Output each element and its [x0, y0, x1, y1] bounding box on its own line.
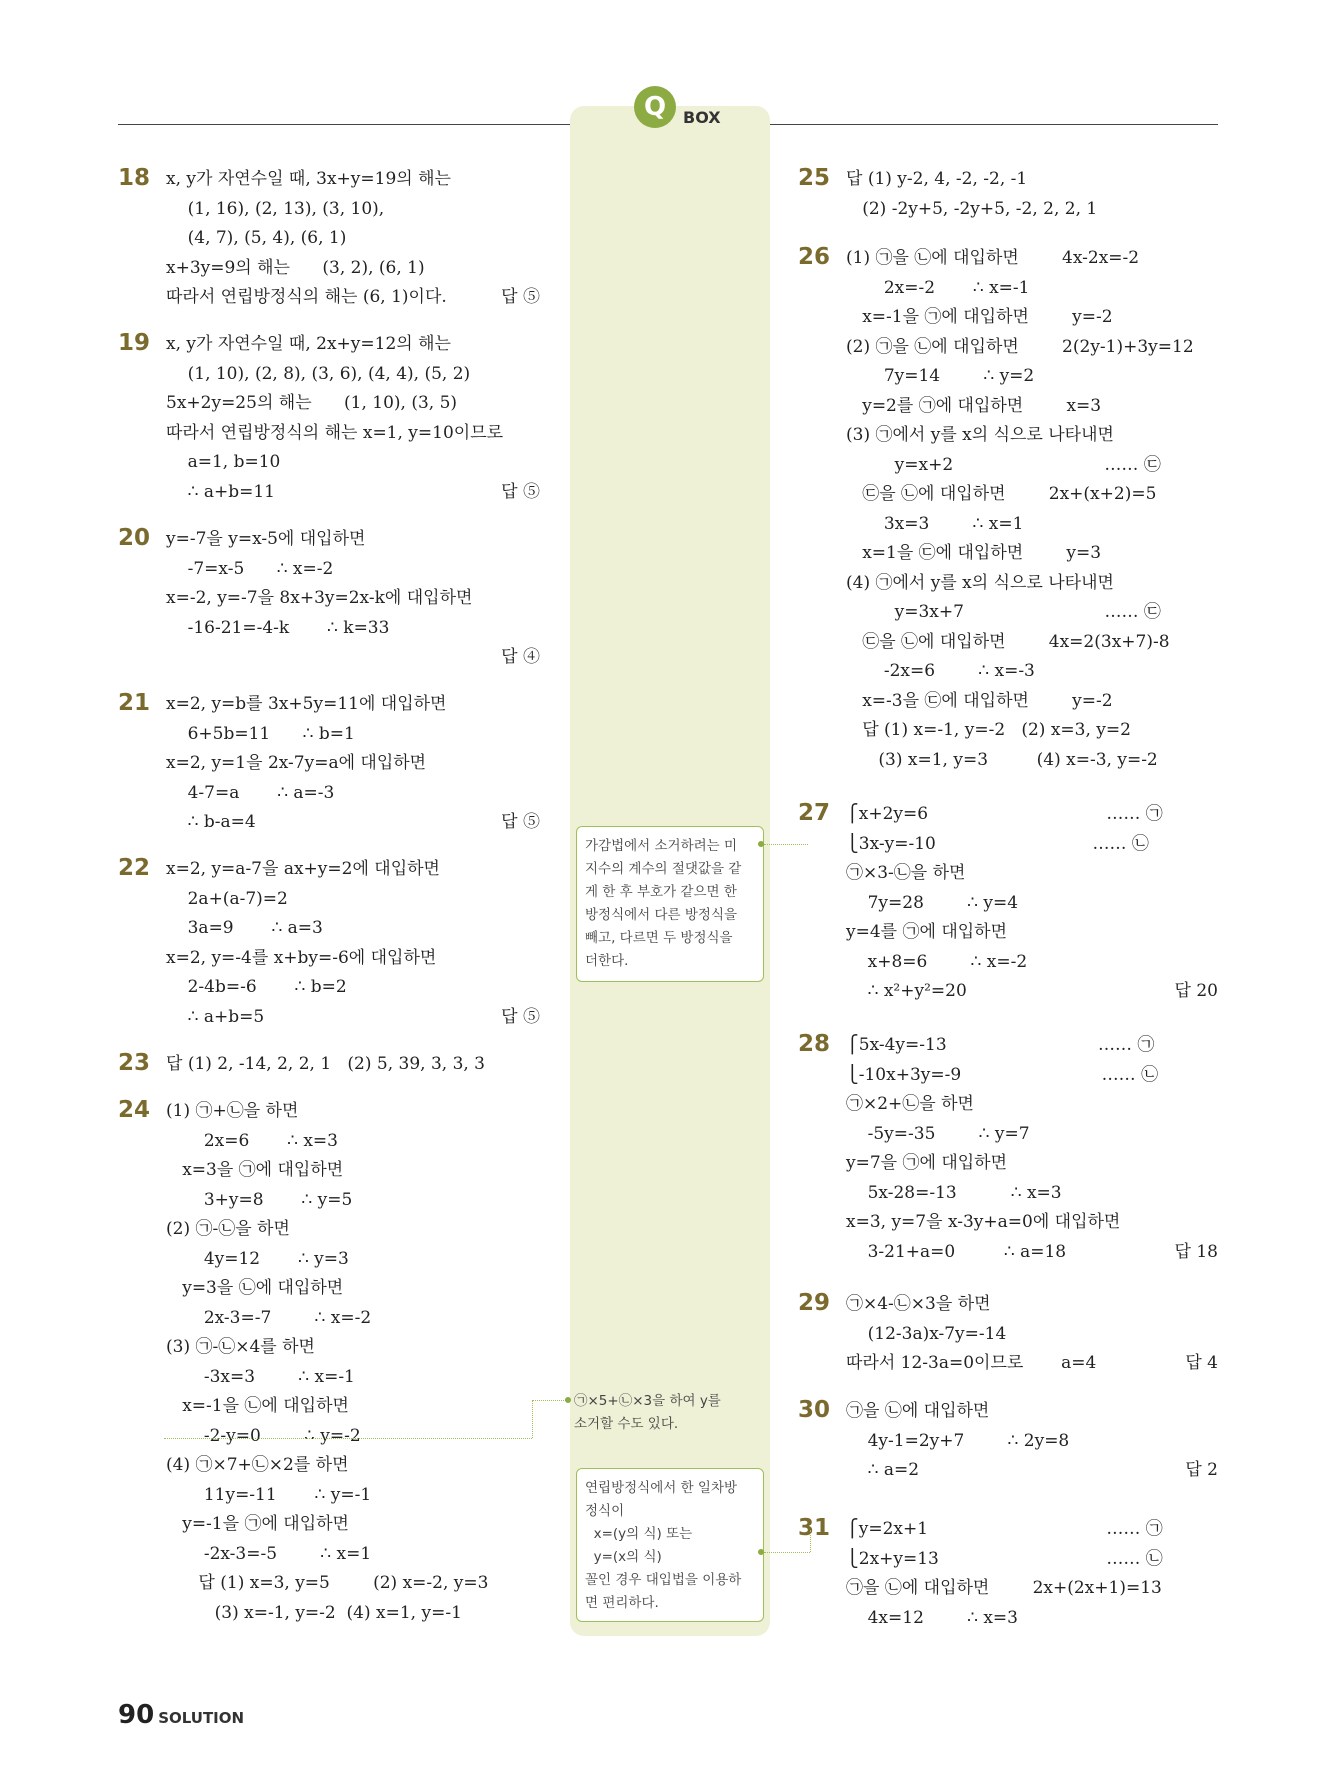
solution-line: (4, 7), (5, 4), (6, 1): [166, 228, 347, 248]
problem-number: 24: [118, 1097, 151, 1123]
solution-line: y=-7을 y=x-5에 대입하면: [166, 529, 366, 549]
problem-27: [798, 800, 1218, 1007]
solution-line: x=-1을 ㉡에 대입하면: [166, 1396, 349, 1416]
solution-line: 4x=12 ∴ x=3: [846, 1607, 1018, 1628]
solution-line: 2a+(a-7)=2: [166, 888, 288, 909]
solution-line: ㉢을 ㉡에 대입하면 2x+(x+2)=5: [846, 484, 1157, 504]
solution-line: 2-4b=-6 ∴ b=2: [166, 977, 347, 997]
footer-label: SOLUTION: [158, 1709, 245, 1727]
solution-line: 3-21+a=0 ∴ a=18 답 18: [846, 1238, 1218, 1268]
note-line: 가감법에서 소거하려는 미: [585, 838, 738, 854]
solution-line: y=2를 ㉠에 대입하면 x=3: [846, 395, 1102, 416]
solution-line: x=2, y=-4를 x+by=-6에 대입하면: [166, 947, 437, 968]
page-footer: [118, 1700, 244, 1730]
note-line: 연립방정식에서 한 일차방: [585, 1480, 738, 1496]
note-substitution-method: [576, 1468, 764, 1622]
solution-line: (1, 10), (2, 8), (3, 6), (4, 4), (5, 2): [166, 363, 471, 384]
note-leader-line: [764, 1552, 810, 1553]
note-line: 소거할 수도 있다.: [574, 1416, 679, 1432]
solution-line: y=7을 ㉠에 대입하면: [846, 1153, 1008, 1173]
solution-line: x=2, y=a-7을 ax+y=2에 대입하면: [166, 859, 440, 879]
solution-line: x=2, y=b를 3x+5y=11에 대입하면: [166, 694, 447, 714]
solution-line: -2x-3=-5 ∴ x=1: [166, 1543, 372, 1564]
note-line: 꼴인 경우 대입법을 이용하: [585, 1572, 742, 1588]
note-line: x=(y의 식) 또는: [585, 1526, 693, 1542]
solution-line: (4) ㉠×7+㉡×2를 하면: [166, 1455, 349, 1475]
solution-line: x, y가 자연수일 때, 3x+y=19의 해는: [166, 169, 451, 189]
problem-number: 31: [798, 1515, 831, 1541]
problem-28: [798, 1031, 1218, 1267]
solution-line: ∴ b-a=4 답 ⑤: [166, 808, 540, 838]
note-leader-dot: [758, 841, 764, 847]
answer-mark: 답 20: [1174, 981, 1218, 1001]
solution-line: 7y=28 ∴ y=4: [846, 892, 1019, 913]
note-line: 더한다.: [585, 953, 629, 969]
solution-line: x+3y=9의 해는 (3, 2), (6, 1): [166, 257, 425, 278]
problem-number: 26: [798, 244, 831, 270]
note-line: y=(x의 식): [585, 1549, 662, 1565]
solution-line: -16-21=-4-k ∴ k=33: [166, 617, 390, 638]
solution-line: 답 (1) x=-1, y=-2 (2) x=3, y=2: [846, 720, 1131, 740]
solution-line: 4y=12 ∴ y=3: [166, 1248, 349, 1269]
solution-line: ㉠×2+㉡을 하면: [846, 1094, 974, 1114]
solution-line: x, y가 자연수일 때, 2x+y=12의 해는: [166, 334, 451, 354]
solution-line: (3) ㉠-㉡×4를 하면: [166, 1337, 315, 1357]
solution-line: (12-3a)x-7y=-14: [846, 1323, 1007, 1344]
problem-18: [118, 165, 540, 313]
solution-line: ⎩-10x+3y=-9 …… ㉡: [846, 1064, 1159, 1085]
note-line: 게 한 후 부호가 같으면 한: [585, 884, 737, 900]
problem-29: [798, 1290, 1218, 1379]
solution-line: 5x-28=-13 ∴ x=3: [846, 1182, 1062, 1203]
solution-line: (4) ㉠에서 y를 x의 식으로 나타내면: [846, 572, 1114, 593]
solution-line: ∴ a=2 답 2: [846, 1456, 1218, 1486]
solution-line: 4y-1=2y+7 ∴ 2y=8: [846, 1430, 1070, 1451]
problem-number: 20: [118, 525, 151, 551]
solution-line: ∴ a+b=11 답 ⑤: [166, 478, 540, 508]
solution-line: (1, 16), (2, 13), (3, 10),: [166, 198, 385, 219]
problem-number: 22: [118, 855, 151, 881]
solution-line: y=4를 ㉠에 대입하면: [846, 922, 1008, 942]
note-line: ㉠×5+㉡×3을 하여 y를: [574, 1393, 721, 1409]
note-line: 면 편리하다.: [585, 1595, 659, 1611]
page-number: 90: [118, 1700, 155, 1730]
problem-number: 23: [118, 1050, 151, 1076]
solution-line: 6+5b=11 ∴ b=1: [166, 723, 355, 744]
note-leader-line: [764, 844, 808, 845]
problem-number: 29: [798, 1290, 831, 1316]
solution-line: ⎧x+2y=6 …… ㉠: [846, 804, 1163, 824]
solution-line: ⎩3x-y=-10 …… ㉡: [846, 833, 1149, 854]
solution-line: 답 (1) x=3, y=5 (2) x=-2, y=3: [166, 1573, 489, 1593]
problem-19: [118, 330, 540, 507]
solution-line: (3) x=1, y=3 (4) x=-3, y=-2: [846, 749, 1158, 770]
solution-line: 2x=-2 ∴ x=-1: [846, 277, 1030, 298]
problem-25: [798, 165, 1218, 224]
answer-mark: 답 ④: [501, 647, 540, 667]
solution-line: x=3, y=7을 x-3y+a=0에 대입하면: [846, 1212, 1121, 1232]
note-line: 정식이: [585, 1503, 625, 1519]
solution-line: 답 (1) 2, -14, 2, 2, 1 (2) 5, 39, 3, 3, 3: [166, 1054, 486, 1074]
answer-mark: 답 ⑤: [501, 287, 540, 307]
problem-30: [798, 1397, 1218, 1486]
problem-23: [118, 1050, 540, 1080]
solution-line: (2) ㉠을 ㉡에 대입하면 2(2y-1)+3y=12: [846, 336, 1194, 357]
answer-mark: 답 18: [1174, 1241, 1218, 1262]
solution-line: -3x=3 ∴ x=-1: [166, 1366, 355, 1387]
note-leader-dot: [565, 1397, 571, 1403]
solution-line: ⎩2x+y=13 …… ㉡: [846, 1548, 1163, 1569]
solution-line: y=3을 ㉡에 대입하면: [166, 1278, 344, 1298]
solution-line: (2) ㉠-㉡을 하면: [166, 1219, 290, 1239]
solution-line: ∴ a+b=5 답 ⑤: [166, 1003, 540, 1033]
problem-20: [118, 525, 540, 673]
q-box-label: BOX: [683, 108, 721, 127]
solution-line: x=-1을 ㉠에 대입하면 y=-2: [846, 307, 1113, 327]
solution-line: 답 (1) y-2, 4, -2, -2, -1: [846, 169, 1028, 189]
solution-line: 7y=14 ∴ y=2: [846, 366, 1035, 386]
header-rule-left: [118, 124, 570, 125]
solution-line: [166, 643, 540, 673]
solution-line: 따라서 연립방정식의 해는 x=1, y=10이므로: [166, 422, 504, 443]
note-elimination-method: [576, 826, 764, 982]
solution-line: ⎧5x-4y=-13 …… ㉠: [846, 1035, 1155, 1055]
solution-line: y=x+2 …… ㉢: [846, 454, 1161, 475]
solution-line: x=3을 ㉠에 대입하면: [166, 1160, 344, 1180]
solution-line: (3) x=-1, y=-2 (4) x=1, y=-1: [166, 1602, 462, 1623]
problem-26: [798, 244, 1218, 775]
problem-number: 27: [798, 800, 831, 826]
solution-line: ㉠을 ㉡에 대입하면: [846, 1401, 990, 1421]
solution-line: (2) -2y+5, -2y+5, -2, 2, 2, 1: [846, 198, 1098, 219]
solution-line: 11y=-11 ∴ y=-1: [166, 1484, 372, 1505]
solution-line: x+8=6 ∴ x=-2: [846, 951, 1028, 972]
solution-line: -5y=-35 ∴ y=7: [846, 1123, 1030, 1144]
answer-mark: 답 ⑤: [501, 812, 540, 832]
solution-line: x=2, y=1을 2x-7y=a에 대입하면: [166, 753, 427, 773]
solution-line: -7=x-5 ∴ x=-2: [166, 558, 334, 579]
solution-line: ⎧y=2x+1 …… ㉠: [846, 1519, 1163, 1539]
note-line: 지수의 계수의 절댓값을 같: [585, 861, 742, 877]
solution-line: 따라서 12-3a=0이므로 a=4 답 4: [846, 1349, 1218, 1379]
problem-22: [118, 855, 540, 1032]
solution-line: (3) ㉠에서 y를 x의 식으로 나타내면: [846, 425, 1114, 445]
note-leader-line: [810, 1530, 811, 1552]
solution-line: ㉢을 ㉡에 대입하면 4x=2(3x+7)-8: [846, 631, 1170, 652]
solution-line: ∴ x²+y²=20 답 20: [846, 977, 1218, 1007]
problem-31: [798, 1515, 1218, 1633]
solution-line: 3x=3 ∴ x=1: [846, 513, 1024, 534]
note-alternative-elimination: [574, 1390, 770, 1436]
problem-number: 30: [798, 1397, 831, 1423]
note-leader-line: [532, 1400, 533, 1438]
solution-line: x=1을 ㉢에 대입하면 y=3: [846, 543, 1102, 563]
problem-number: 21: [118, 690, 151, 716]
solution-line: ㉠×4-㉡×3을 하면: [846, 1294, 991, 1314]
problem-24: [118, 1097, 540, 1628]
solution-line: (1) ㉠을 ㉡에 대입하면 4x-2x=-2: [846, 248, 1140, 268]
solution-line: 4-7=a ∴ a=-3: [166, 782, 335, 803]
answer-mark: 답 ⑤: [501, 1006, 540, 1027]
note-leader-line: [164, 1438, 532, 1439]
solution-line: ㉠×3-㉡을 하면: [846, 863, 966, 883]
solution-line: ㉠을 ㉡에 대입하면 2x+(2x+1)=13: [846, 1578, 1162, 1598]
note-line: 빼고, 다르면 두 방정식을: [585, 930, 733, 946]
answer-mark: 답 4: [1185, 1353, 1218, 1373]
solution-line: -2x=6 ∴ x=-3: [846, 661, 1035, 681]
solution-line: y=3x+7 …… ㉢: [846, 602, 1161, 622]
q-badge: Q: [634, 86, 676, 128]
problem-number: 25: [798, 165, 831, 191]
header-rule-right: [770, 124, 1218, 125]
problem-number: 28: [798, 1031, 831, 1057]
solution-line: 3+y=8 ∴ y=5: [166, 1189, 353, 1210]
solution-line: x=-2, y=-7을 8x+3y=2x-k에 대입하면: [166, 588, 473, 608]
solution-line: 2x-3=-7 ∴ x=-2: [166, 1307, 372, 1328]
note-leader-dot: [758, 1549, 764, 1555]
answer-mark: 답 2: [1185, 1460, 1218, 1480]
solution-line: a=1, b=10: [166, 452, 281, 472]
problem-number: 18: [118, 165, 151, 191]
solution-line: 5x+2y=25의 해는 (1, 10), (3, 5): [166, 393, 458, 413]
solution-line: 3a=9 ∴ a=3: [166, 918, 323, 938]
solution-line: 2x=6 ∴ x=3: [166, 1130, 338, 1151]
solution-line: y=-1을 ㉠에 대입하면: [166, 1514, 349, 1534]
solution-line: 따라서 연립방정식의 해는 (6, 1)이다. 답 ⑤: [166, 283, 540, 313]
solution-line: (1) ㉠+㉡을 하면: [166, 1101, 299, 1121]
note-line: 방정식에서 다른 방정식을: [585, 907, 738, 923]
solution-line: -2-y=0 ∴ y=-2: [166, 1425, 361, 1446]
problem-number: 19: [118, 330, 151, 356]
solution-line: x=-3을 ㉢에 대입하면 y=-2: [846, 690, 1113, 711]
problem-21: [118, 690, 540, 838]
answer-mark: 답 ⑤: [501, 481, 540, 502]
